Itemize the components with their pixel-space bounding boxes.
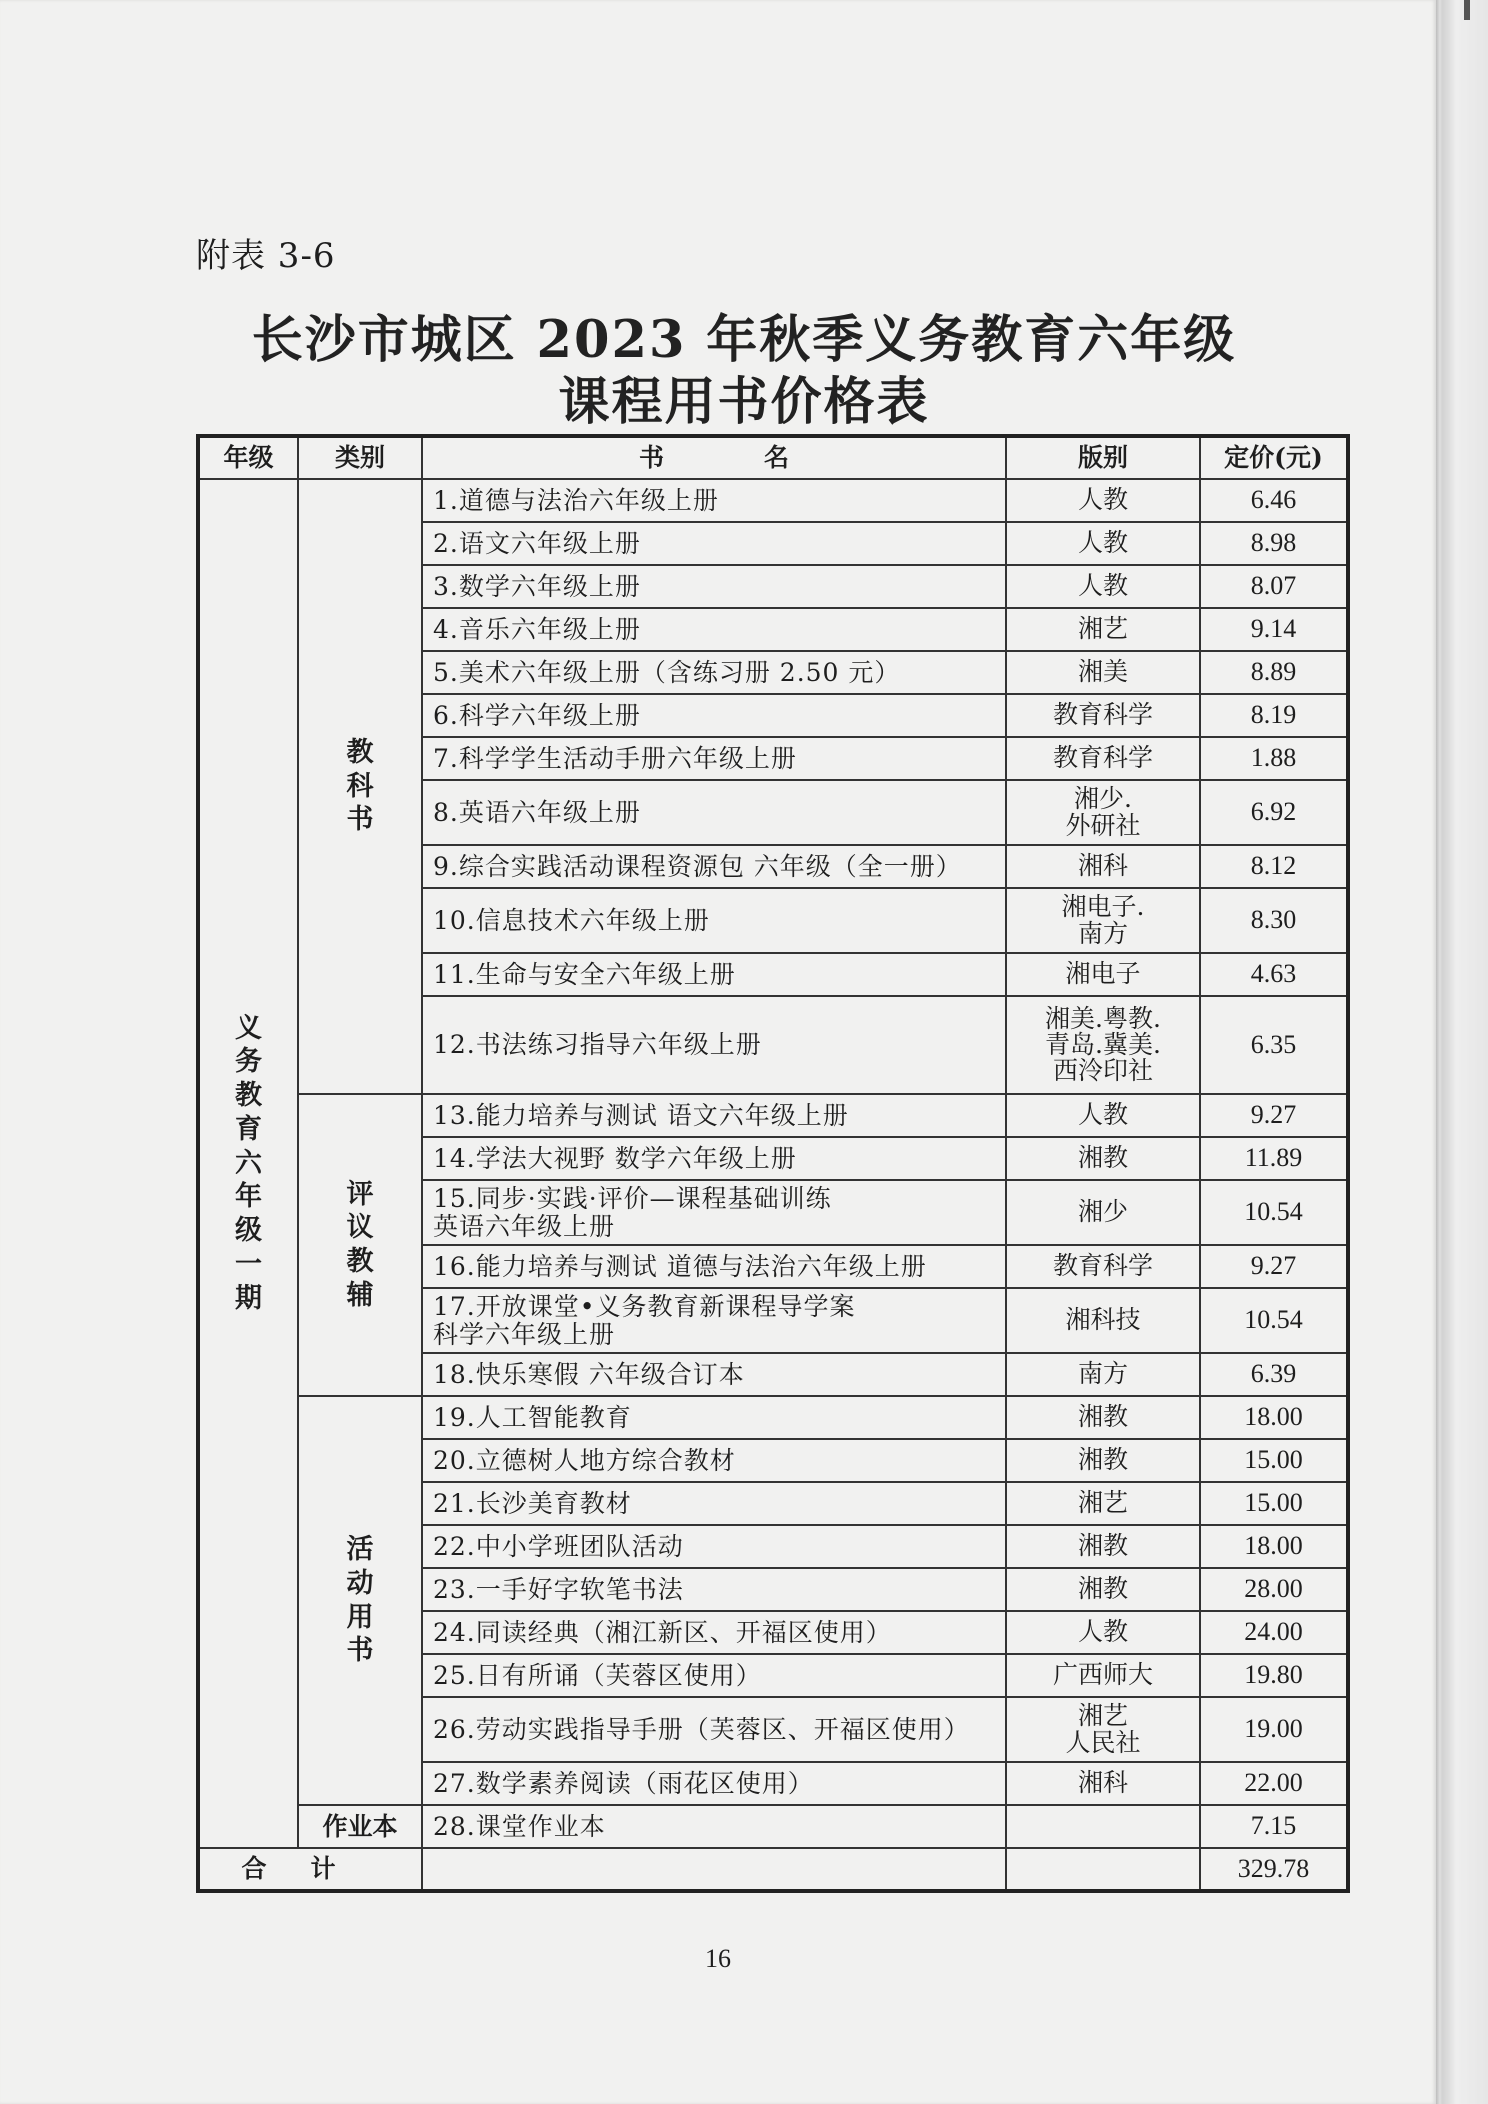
book-name-cell: 1.道德与法治六年级上册 (422, 479, 1006, 522)
category-label: 活动用书 (346, 1534, 374, 1667)
edition-cell: 湘电子 (1006, 953, 1200, 996)
category-cell-homework: 作业本 (298, 1805, 422, 1848)
price-cell: 15.00 (1200, 1482, 1348, 1525)
price-cell: 6.39 (1200, 1353, 1348, 1396)
page-number: 16 (705, 1944, 731, 1973)
edition-cell: 湘教 (1006, 1137, 1200, 1180)
book-name-cell: 23.一手好字软笔书法 (422, 1568, 1006, 1611)
edition-cell: 南方 (1006, 1353, 1200, 1396)
price-cell: 8.19 (1200, 694, 1348, 737)
price-cell: 8.30 (1200, 888, 1348, 953)
header-category: 类别 (298, 436, 422, 479)
price-cell: 9.27 (1200, 1245, 1348, 1288)
edition-cell: 人教 (1006, 479, 1200, 522)
category-cell-textbook (298, 479, 422, 1094)
book-name-cell: 15.同步·实践·评价—课程基础训练 英语六年级上册 (422, 1180, 1006, 1245)
price-cell: 28.00 (1200, 1568, 1348, 1611)
table-row (198, 479, 1348, 522)
book-name-cell: 14.学法大视野 数学六年级上册 (422, 1137, 1006, 1180)
category-label: 评议教辅 (346, 1178, 374, 1311)
grade-label: 义务教育六年级一期 (235, 1012, 262, 1314)
header-edition: 版别 (1006, 436, 1200, 479)
book-name-cell: 28.课堂作业本 (422, 1805, 1006, 1848)
edition-cell: 湘少. 外研社 (1006, 780, 1200, 845)
book-name-cell: 3.数学六年级上册 (422, 565, 1006, 608)
book-name-cell: 16.能力培养与测试 道德与法治六年级上册 (422, 1245, 1006, 1288)
category-label: 教科书 (346, 736, 374, 836)
edition-cell: 湘艺 (1006, 1482, 1200, 1525)
document-title-line-2: 课程用书价格表 (558, 372, 930, 432)
edition-cell: 湘美 (1006, 651, 1200, 694)
book-name-cell: 18.快乐寒假 六年级合订本 (422, 1353, 1006, 1396)
price-cell: 8.89 (1200, 651, 1348, 694)
book-name-cell: 21.长沙美育教材 (422, 1482, 1006, 1525)
price-cell: 18.00 (1200, 1396, 1348, 1439)
edition-cell: 湘教 (1006, 1439, 1200, 1482)
book-name-cell: 13.能力培养与测试 语文六年级上册 (422, 1094, 1006, 1137)
edition-cell: 教育科学 (1006, 737, 1200, 780)
book-name-cell: 11.生命与安全六年级上册 (422, 953, 1006, 996)
price-table (196, 434, 1350, 1893)
price-cell: 19.80 (1200, 1654, 1348, 1697)
edition-cell (1006, 1805, 1200, 1848)
book-name-cell: 24.同读经典（湘江新区、开福区使用） (422, 1611, 1006, 1654)
book-name-cell: 27.数学素养阅读（雨花区使用） (422, 1762, 1006, 1805)
edition-cell: 教育科学 (1006, 694, 1200, 737)
book-name-cell: 2.语文六年级上册 (422, 522, 1006, 565)
grade-cell (198, 479, 298, 1848)
total-price: 329.78 (1200, 1848, 1348, 1891)
edition-cell: 湘科技 (1006, 1288, 1200, 1353)
price-cell: 7.15 (1200, 1805, 1348, 1848)
book-name-cell: 8.英语六年级上册 (422, 780, 1006, 845)
edition-cell: 人教 (1006, 1094, 1200, 1137)
price-cell: 10.54 (1200, 1180, 1348, 1245)
book-name-cell: 12.书法练习指导六年级上册 (422, 996, 1006, 1094)
edition-cell: 人教 (1006, 565, 1200, 608)
book-name-cell: 7.科学学生活动手册六年级上册 (422, 737, 1006, 780)
header-grade: 年级 (198, 436, 298, 479)
table-header-row (198, 436, 1348, 479)
price-cell: 9.27 (1200, 1094, 1348, 1137)
price-cell: 6.35 (1200, 996, 1348, 1094)
price-cell: 9.14 (1200, 608, 1348, 651)
edition-cell: 湘电子. 南方 (1006, 888, 1200, 953)
price-cell: 11.89 (1200, 1137, 1348, 1180)
edition-cell: 广西师大 (1006, 1654, 1200, 1697)
table-row (198, 1094, 1348, 1137)
edition-cell: 湘艺 (1006, 608, 1200, 651)
edition-cell: 人教 (1006, 1611, 1200, 1654)
category-cell-review-aids (298, 1094, 422, 1396)
price-cell: 4.63 (1200, 953, 1348, 996)
header-price: 定价(元) (1200, 436, 1348, 479)
table-row (198, 1805, 1348, 1848)
appendix-label: 附表 3-6 (196, 236, 336, 276)
price-cell: 19.00 (1200, 1697, 1348, 1762)
book-name-cell: 9.综合实践活动课程资源包 六年级（全一册） (422, 845, 1006, 888)
edition-cell: 教育科学 (1006, 1245, 1200, 1288)
book-name-cell: 19.人工智能教育 (422, 1396, 1006, 1439)
price-cell: 10.54 (1200, 1288, 1348, 1353)
book-name-cell: 6.科学六年级上册 (422, 694, 1006, 737)
price-cell: 8.07 (1200, 565, 1348, 608)
book-name-cell: 4.音乐六年级上册 (422, 608, 1006, 651)
price-cell: 24.00 (1200, 1611, 1348, 1654)
book-name-cell: 10.信息技术六年级上册 (422, 888, 1006, 953)
edition-cell: 湘美.粤教. 青岛.冀美. 西泠印社 (1006, 996, 1200, 1094)
total-row (198, 1848, 1348, 1891)
total-blank-cell (422, 1848, 1006, 1891)
price-cell: 8.98 (1200, 522, 1348, 565)
edition-cell: 湘教 (1006, 1525, 1200, 1568)
total-blank-cell (1006, 1848, 1200, 1891)
price-cell: 15.00 (1200, 1439, 1348, 1482)
edition-cell: 湘科 (1006, 845, 1200, 888)
edition-cell: 湘科 (1006, 1762, 1200, 1805)
book-name-cell: 20.立德树人地方综合教材 (422, 1439, 1006, 1482)
page-edge-mark (1464, 0, 1470, 20)
table-row (198, 1396, 1348, 1439)
edition-cell: 人教 (1006, 522, 1200, 565)
book-name-cell: 5.美术六年级上册（含练习册 2.50 元） (422, 651, 1006, 694)
price-cell: 6.46 (1200, 479, 1348, 522)
price-cell: 1.88 (1200, 737, 1348, 780)
book-name-cell: 22.中小学班团队活动 (422, 1525, 1006, 1568)
price-cell: 18.00 (1200, 1525, 1348, 1568)
book-name-cell: 25.日有所诵（芙蓉区使用） (422, 1654, 1006, 1697)
category-cell-activity-books (298, 1396, 422, 1805)
book-name-cell: 17.开放课堂•义务教育新课程导学案 科学六年级上册 (422, 1288, 1006, 1353)
edition-cell: 湘教 (1006, 1396, 1200, 1439)
edition-cell: 湘少 (1006, 1180, 1200, 1245)
price-cell: 8.12 (1200, 845, 1348, 888)
book-name-cell: 26.劳动实践指导手册（芙蓉区、开福区使用） (422, 1697, 1006, 1762)
price-cell: 22.00 (1200, 1762, 1348, 1805)
price-cell: 6.92 (1200, 780, 1348, 845)
document-title-line-1: 长沙市城区 2023 年秋季义务教育六年级 (251, 310, 1237, 370)
edition-cell: 湘艺 人民社 (1006, 1697, 1200, 1762)
total-label: 合计 (198, 1848, 422, 1891)
header-book-name: 书 名 (422, 436, 1006, 479)
edition-cell: 湘教 (1006, 1568, 1200, 1611)
